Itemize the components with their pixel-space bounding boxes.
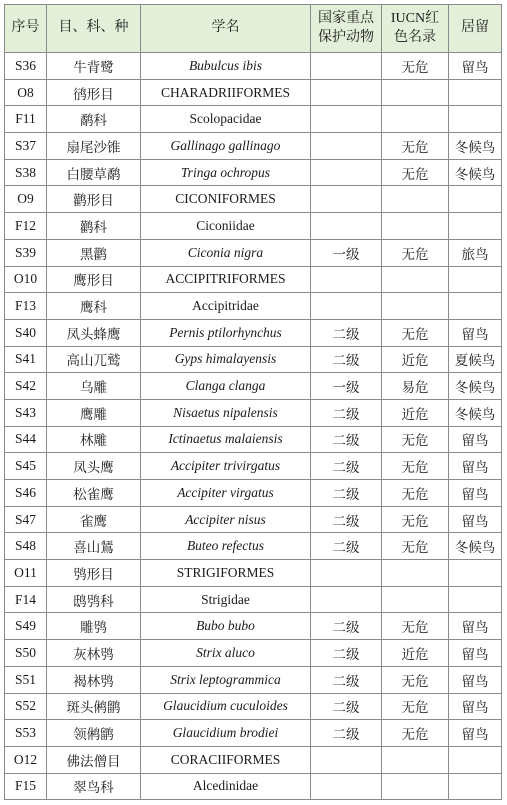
cell-scientific-name: STRIGIFORMES (141, 560, 311, 587)
cell-residence-type (449, 267, 502, 294)
cell-iucn-status: 近危 (382, 400, 449, 427)
cell-taxon-name: 褐林鸮 (47, 667, 141, 694)
cell-taxon-name: 鹳形目 (47, 186, 141, 213)
cell-number: S46 (5, 480, 47, 507)
cell-taxon-name: 凤头鹰 (47, 453, 141, 480)
cell-residence-type: 冬候鸟 (449, 133, 502, 160)
cell-iucn-status: 无危 (382, 480, 449, 507)
header-cell-residence-type: 居留 (449, 5, 502, 53)
cell-number: F12 (5, 213, 47, 240)
cell-scientific-name: Scolopacidae (141, 106, 311, 133)
cell-iucn-status (382, 774, 449, 801)
cell-iucn-status: 无危 (382, 667, 449, 694)
cell-protection-level: 一级 (311, 240, 382, 267)
cell-protection-level: 二级 (311, 720, 382, 747)
cell-taxon-name: 凤头蜂鹰 (47, 320, 141, 347)
cell-scientific-name: Bubulcus ibis (141, 53, 311, 80)
cell-residence-type (449, 587, 502, 614)
header-cell-number: 序号 (5, 5, 47, 53)
cell-number: S43 (5, 400, 47, 427)
cell-number: S51 (5, 667, 47, 694)
cell-iucn-status: 无危 (382, 160, 449, 187)
cell-protection-level: 二级 (311, 507, 382, 534)
cell-taxon-name: 灰林鸮 (47, 640, 141, 667)
cell-number: S38 (5, 160, 47, 187)
cell-residence-type: 冬候鸟 (449, 533, 502, 560)
cell-protection-level: 一级 (311, 373, 382, 400)
cell-number: S49 (5, 613, 47, 640)
cell-protection-level: 二级 (311, 613, 382, 640)
cell-residence-type: 冬候鸟 (449, 400, 502, 427)
cell-number: O11 (5, 560, 47, 587)
cell-protection-level: 二级 (311, 667, 382, 694)
cell-number: F14 (5, 587, 47, 614)
cell-iucn-status: 无危 (382, 133, 449, 160)
cell-iucn-status (382, 80, 449, 107)
cell-taxon-name: 高山兀鹫 (47, 347, 141, 374)
cell-taxon-name: 鹰雕 (47, 400, 141, 427)
cell-number: S45 (5, 453, 47, 480)
cell-taxon-name: 斑头鸺鹠 (47, 694, 141, 721)
cell-iucn-status: 易危 (382, 373, 449, 400)
cell-residence-type (449, 186, 502, 213)
cell-residence-type: 留鸟 (449, 720, 502, 747)
cell-protection-level (311, 560, 382, 587)
cell-iucn-status: 无危 (382, 427, 449, 454)
cell-protection-level: 二级 (311, 427, 382, 454)
cell-residence-type (449, 106, 502, 133)
cell-taxon-name: 翠鸟科 (47, 774, 141, 801)
cell-protection-level: 二级 (311, 400, 382, 427)
cell-scientific-name: Ciconiidae (141, 213, 311, 240)
cell-number: S42 (5, 373, 47, 400)
cell-number: S41 (5, 347, 47, 374)
cell-scientific-name: Ictinaetus malaiensis (141, 427, 311, 454)
cell-number: S48 (5, 533, 47, 560)
cell-iucn-status (382, 747, 449, 774)
cell-scientific-name: Alcedinidae (141, 774, 311, 801)
cell-taxon-name: 雀鹰 (47, 507, 141, 534)
cell-residence-type: 留鸟 (449, 667, 502, 694)
cell-iucn-status (382, 106, 449, 133)
cell-number: S47 (5, 507, 47, 534)
cell-number: S40 (5, 320, 47, 347)
cell-taxon-name: 扇尾沙锥 (47, 133, 141, 160)
cell-taxon-name: 鹬科 (47, 106, 141, 133)
cell-protection-level (311, 133, 382, 160)
cell-iucn-status: 无危 (382, 453, 449, 480)
cell-number: S53 (5, 720, 47, 747)
cell-iucn-status: 无危 (382, 694, 449, 721)
cell-scientific-name: Strigidae (141, 587, 311, 614)
cell-protection-level (311, 53, 382, 80)
cell-taxon-name: 鸱鸮科 (47, 587, 141, 614)
cell-taxon-name: 鹰形目 (47, 267, 141, 294)
header-iucn-line-1: IUCN红 (390, 10, 440, 26)
cell-residence-type (449, 560, 502, 587)
cell-iucn-status: 无危 (382, 320, 449, 347)
cell-scientific-name: ACCIPITRIFORMES (141, 267, 311, 294)
cell-residence-type (449, 293, 502, 320)
cell-protection-level: 二级 (311, 640, 382, 667)
cell-taxon-name: 白腰草鹬 (47, 160, 141, 187)
cell-residence-type: 留鸟 (449, 640, 502, 667)
cell-taxon-name: 鸻形目 (47, 80, 141, 107)
header-iucn-line-2: 色名录 (394, 29, 436, 45)
cell-number: S39 (5, 240, 47, 267)
cell-scientific-name: CICONIFORMES (141, 186, 311, 213)
cell-iucn-status (382, 186, 449, 213)
cell-number: F15 (5, 774, 47, 801)
cell-number: S36 (5, 53, 47, 80)
cell-number: F13 (5, 293, 47, 320)
cell-residence-type: 留鸟 (449, 320, 502, 347)
header-protection-line-1: 国家重点 (318, 10, 374, 26)
cell-number: S52 (5, 694, 47, 721)
cell-protection-level: 二级 (311, 480, 382, 507)
cell-scientific-name: CORACIIFORMES (141, 747, 311, 774)
header-cell-scientific-name: 学名 (141, 5, 311, 53)
cell-residence-type: 留鸟 (449, 507, 502, 534)
cell-number: O12 (5, 747, 47, 774)
cell-residence-type: 留鸟 (449, 53, 502, 80)
cell-scientific-name: Gallinago gallinago (141, 133, 311, 160)
cell-residence-type: 旅鸟 (449, 240, 502, 267)
cell-number: S44 (5, 427, 47, 454)
cell-residence-type: 冬候鸟 (449, 160, 502, 187)
cell-protection-level (311, 213, 382, 240)
cell-taxon-name: 林雕 (47, 427, 141, 454)
cell-taxon-name: 乌雕 (47, 373, 141, 400)
cell-protection-level (311, 106, 382, 133)
cell-iucn-status (382, 267, 449, 294)
cell-protection-level (311, 774, 382, 801)
cell-taxon-name: 雕鸮 (47, 613, 141, 640)
cell-protection-level: 二级 (311, 347, 382, 374)
cell-protection-level: 二级 (311, 453, 382, 480)
cell-iucn-status: 无危 (382, 53, 449, 80)
cell-residence-type (449, 213, 502, 240)
cell-iucn-status (382, 560, 449, 587)
cell-taxon-name: 佛法僧目 (47, 747, 141, 774)
cell-taxon-name: 领鸺鹠 (47, 720, 141, 747)
cell-scientific-name: Accipiter virgatus (141, 480, 311, 507)
cell-residence-type: 留鸟 (449, 427, 502, 454)
cell-residence-type: 留鸟 (449, 453, 502, 480)
cell-residence-type: 留鸟 (449, 480, 502, 507)
header-cell-protection-level (311, 5, 382, 53)
cell-taxon-name: 黑鹳 (47, 240, 141, 267)
cell-residence-type: 留鸟 (449, 694, 502, 721)
cell-iucn-status: 近危 (382, 347, 449, 374)
header-protection-line-2: 保护动物 (318, 29, 374, 45)
cell-protection-level: 二级 (311, 320, 382, 347)
cell-protection-level (311, 293, 382, 320)
cell-residence-type: 留鸟 (449, 613, 502, 640)
cell-protection-level (311, 186, 382, 213)
cell-protection-level: 二级 (311, 533, 382, 560)
cell-scientific-name: Buteo refectus (141, 533, 311, 560)
cell-taxon-name: 鸮形目 (47, 560, 141, 587)
header-cell-taxon-name: 目、科、种 (47, 5, 141, 53)
cell-protection-level (311, 747, 382, 774)
cell-scientific-name: Accipiter nisus (141, 507, 311, 534)
cell-number: S37 (5, 133, 47, 160)
cell-protection-level (311, 267, 382, 294)
cell-iucn-status (382, 213, 449, 240)
cell-residence-type: 夏候鸟 (449, 347, 502, 374)
cell-scientific-name: Strix leptogrammica (141, 667, 311, 694)
cell-iucn-status: 近危 (382, 640, 449, 667)
species-table (4, 4, 502, 800)
cell-taxon-name: 松雀鹰 (47, 480, 141, 507)
cell-taxon-name: 喜山鵟 (47, 533, 141, 560)
cell-taxon-name: 牛背鹭 (47, 53, 141, 80)
cell-residence-type: 冬候鸟 (449, 373, 502, 400)
cell-scientific-name: Glaucidium brodiei (141, 720, 311, 747)
cell-number: O10 (5, 267, 47, 294)
cell-scientific-name: Accipiter trivirgatus (141, 453, 311, 480)
cell-number: S50 (5, 640, 47, 667)
cell-residence-type (449, 80, 502, 107)
cell-iucn-status: 无危 (382, 720, 449, 747)
cell-scientific-name: Ciconia nigra (141, 240, 311, 267)
cell-scientific-name: Tringa ochropus (141, 160, 311, 187)
cell-iucn-status: 无危 (382, 240, 449, 267)
cell-protection-level (311, 587, 382, 614)
cell-iucn-status: 无危 (382, 613, 449, 640)
cell-scientific-name: Pernis ptilorhynchus (141, 320, 311, 347)
cell-residence-type (449, 774, 502, 801)
cell-protection-level: 二级 (311, 694, 382, 721)
cell-iucn-status (382, 587, 449, 614)
cell-iucn-status: 无危 (382, 533, 449, 560)
cell-protection-level (311, 160, 382, 187)
cell-scientific-name: Accipitridae (141, 293, 311, 320)
cell-number: O9 (5, 186, 47, 213)
cell-scientific-name: Glaucidium cuculoides (141, 694, 311, 721)
cell-iucn-status (382, 293, 449, 320)
cell-residence-type (449, 747, 502, 774)
header-cell-iucn-status (382, 5, 449, 53)
cell-scientific-name: Nisaetus nipalensis (141, 400, 311, 427)
cell-number: O8 (5, 80, 47, 107)
cell-iucn-status: 无危 (382, 507, 449, 534)
cell-taxon-name: 鹰科 (47, 293, 141, 320)
cell-taxon-name: 鹳科 (47, 213, 141, 240)
cell-scientific-name: Clanga clanga (141, 373, 311, 400)
cell-scientific-name: Bubo bubo (141, 613, 311, 640)
cell-scientific-name: CHARADRIIFORMES (141, 80, 311, 107)
cell-scientific-name: Gyps himalayensis (141, 347, 311, 374)
cell-number: F11 (5, 106, 47, 133)
cell-scientific-name: Strix aluco (141, 640, 311, 667)
cell-protection-level (311, 80, 382, 107)
